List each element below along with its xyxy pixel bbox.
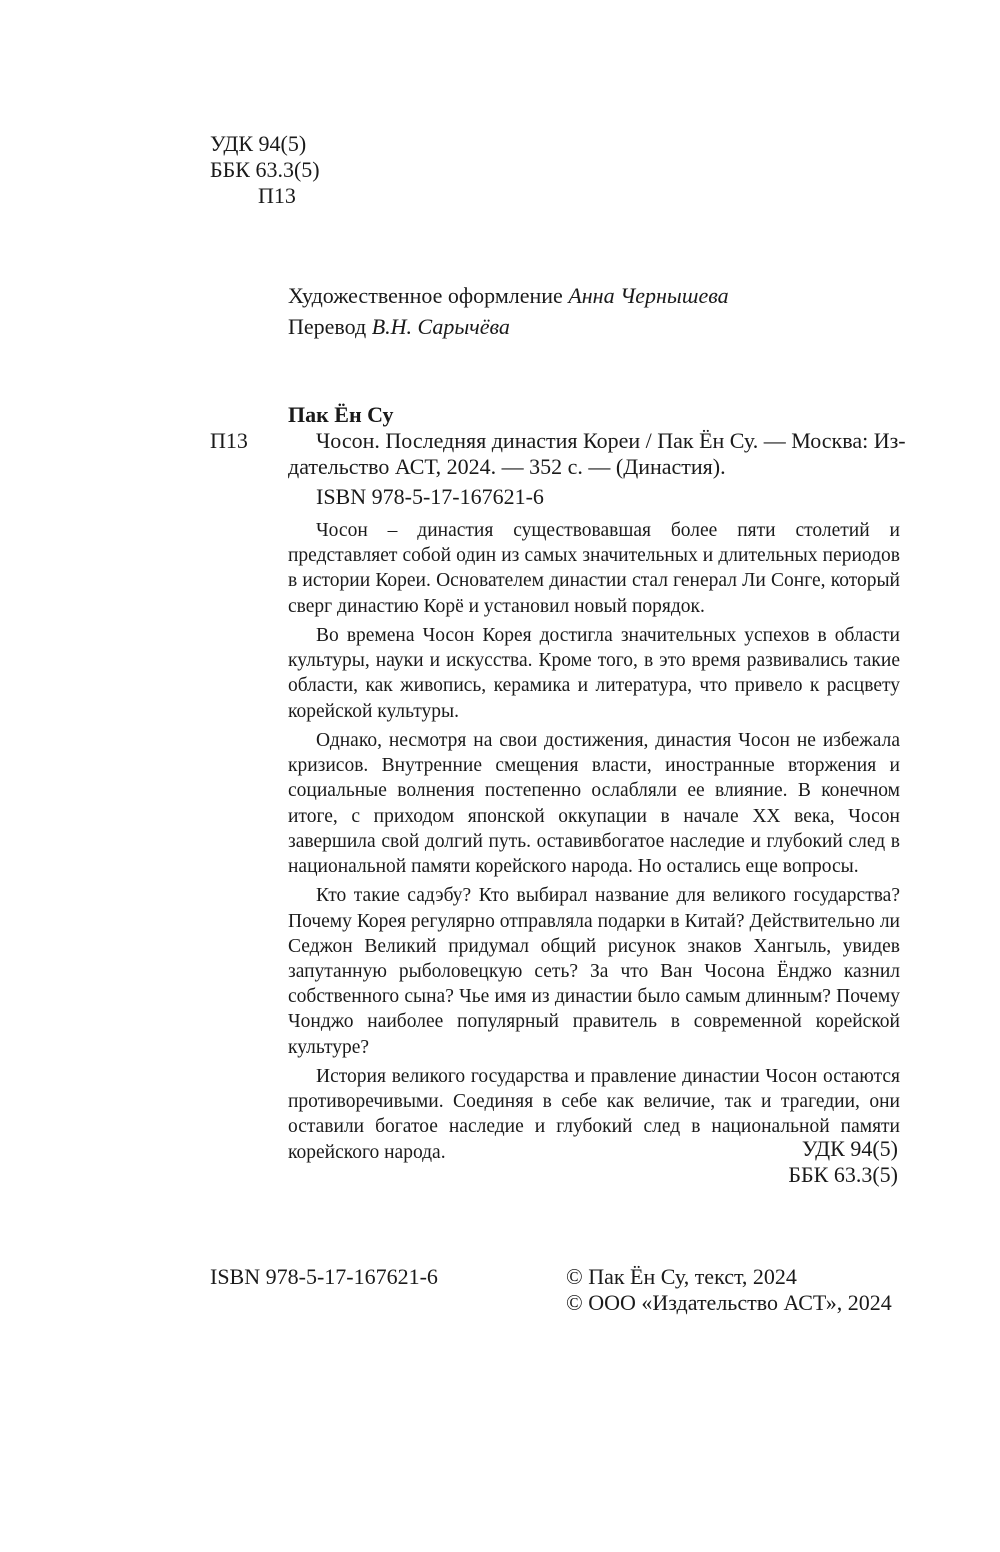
catalog-title-line-2: дательство АСТ, 2024. — 352 с. — (Династия).	[288, 454, 726, 479]
design-credit	[288, 283, 729, 309]
annotation	[288, 518, 900, 1169]
translation-credit	[288, 314, 510, 340]
annotation-paragraph-4: Кто такие садэбу? Кто выбирал название для великого государства? Почему Корея регулярно отправляла подарки в Китай? Действительно ли Седжон Великий придумал общий рисунок знаков Хангыль, увидев запутанную рыболовецкую сеть? За что Ван Чосона Ёнджо казнил собственного сына? Чье имя из династии было самым длинным? Почему Чонджо наиболее популярный правитель в современной корейской культуре?	[288, 885, 900, 1058]
annotation-paragraph-1: Чосон – династия существовавшая более пяти столетий и представляет собой один из самых значительных и длительных периодов в истории Кореи. Основателем династии стал генерал Ли Сонге, который сверг династию Корё и установил новый порядок.	[288, 520, 900, 617]
imprint-isbn: ISBN 978-5-17-167621-6	[210, 1264, 438, 1289]
copyright-text: © Пак Ён Су, текст, 2024	[566, 1264, 797, 1289]
catalog-author-mark: П13	[210, 428, 248, 453]
copyright-publisher: © ООО «Издательство АСТ», 2024	[566, 1290, 892, 1315]
author-mark: П13	[258, 183, 296, 208]
translation-label: Перевод	[288, 314, 367, 339]
design-label: Художественное оформление	[288, 283, 563, 308]
annotation-paragraph-2: Во времена Чосон Корея достигла значительных успехов в области культуры, науки и искусства. Кроме того, в это время развивались такие области, как живопись, керамика и литература, что привело к расцвету корейской культуры.	[288, 625, 900, 722]
annotation-paragraph-3: Однако, несмотря на свои достижения, династия Чосон не избежала кризисов. Внутренние смещения власти, иностранные вторжения и социальные волнения постепенно ослабляли ее влияние. В конечном итоге, с приходом японской оккупации в начале XX века, Чосон завершила свой долгий путь. оставивбогатое наследие и глубокий след в национальной памяти корейского народа. Но остались еще вопросы.	[288, 730, 900, 878]
translation-name: В.Н. Сарычёва	[371, 314, 510, 339]
catalog-isbn: ISBN 978-5-17-167621-6	[316, 484, 544, 509]
catalog-author: Пак Ён Су	[288, 402, 394, 427]
footer-bbk-code: ББК 63.3(5)	[788, 1162, 898, 1187]
design-name: Анна Чернышева	[568, 283, 729, 308]
udk-code: УДК 94(5)	[210, 131, 307, 156]
footer-udk-code: УДК 94(5)	[801, 1136, 898, 1161]
catalog-title-line-1: Чосон. Последняя династия Кореи / Пак Ён Су. — Москва: Из-	[316, 428, 906, 453]
annotation-paragraph-5: История великого государства и правление династии Чосон остаются противоречивыми. Соединяя в себе как величие, так и трагедии, они оставили богатое наследие и глубокий след в национальной памяти корейского народа.	[288, 1066, 900, 1163]
bbk-code: ББК 63.3(5)	[210, 157, 320, 182]
